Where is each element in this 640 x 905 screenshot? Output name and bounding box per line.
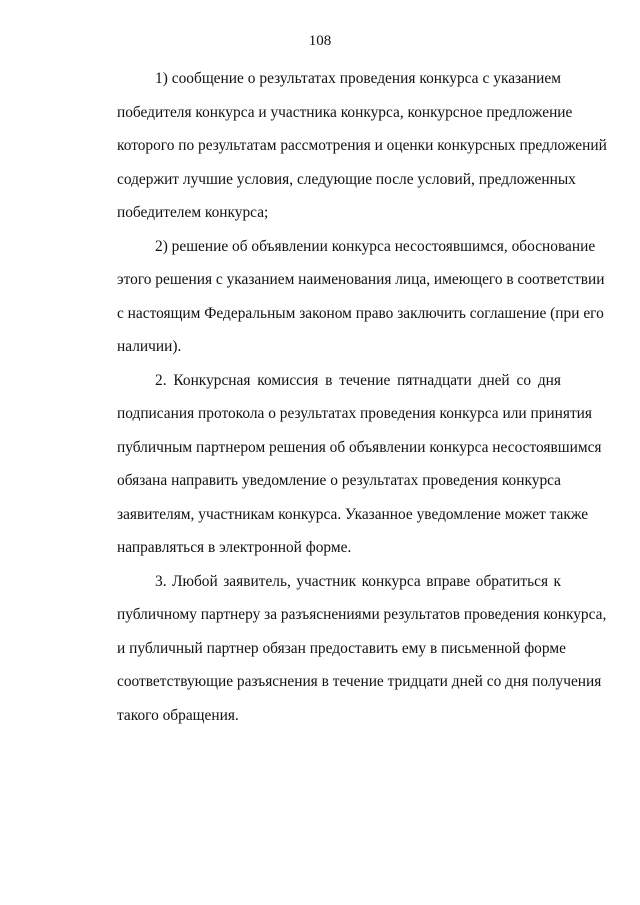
paragraph-line: этого решения с указанием наименования лица, имеющего в соответствии [117,271,605,288]
paragraph-line: и публичный партнер обязан предоставить ему в письменной форме [117,639,566,657]
paragraph-3 [79,364,602,565]
paragraph-line: публичным партнером решения об объявлении конкурса несостоявшимся [117,438,602,456]
paragraph-1 [79,62,607,230]
paragraph-line: содержит лучшие условия, следующие после условий, предложенных [117,170,576,188]
paragraph-line: 3. Любой заявитель, участник конкурса вправе обратиться к [155,572,561,590]
paragraph-line: которого по результатам рассмотрения и оценки конкурсных предложений [117,137,607,154]
page-number: 108 [308,33,332,49]
paragraph-line: 1) сообщение о результатах проведения конкурса с указанием [155,70,561,87]
paragraph-line: 2) решение об объявлении конкурса несостоявшимся, обоснование [155,237,596,255]
paragraph-line: 2. Конкурсная комиссия в течение пятнадцати дней со дня [155,371,561,389]
paragraph-line: такого обращения. [117,706,239,724]
paragraph-line: публичному партнеру за разъяснениями результатов проведения конкурса, [117,606,607,623]
document-body [79,62,607,732]
paragraph-line: соответствующие разъяснения в течение тридцати дней со дня получения [117,673,602,690]
paragraph-line: направляться в электронной форме. [117,539,352,556]
paragraph-line: с настоящим Федеральным законом право заключить соглашение (при его [117,304,604,322]
paragraph-line: подписания протокола о результатах проведения конкурса или принятия [117,405,593,422]
paragraph-4 [79,565,607,733]
paragraph-line: обязана направить уведомление о результатах проведения конкурса [117,472,561,489]
paragraph-line: заявителям, участникам конкурса. Указанное уведомление может также [117,505,589,523]
paragraph-2 [79,230,605,364]
paragraph-line: победителем конкурса; [117,204,269,221]
paragraph-line: наличии). [117,338,182,355]
paragraph-line: победителя конкурса и участника конкурса, конкурсное предложение [117,103,573,121]
